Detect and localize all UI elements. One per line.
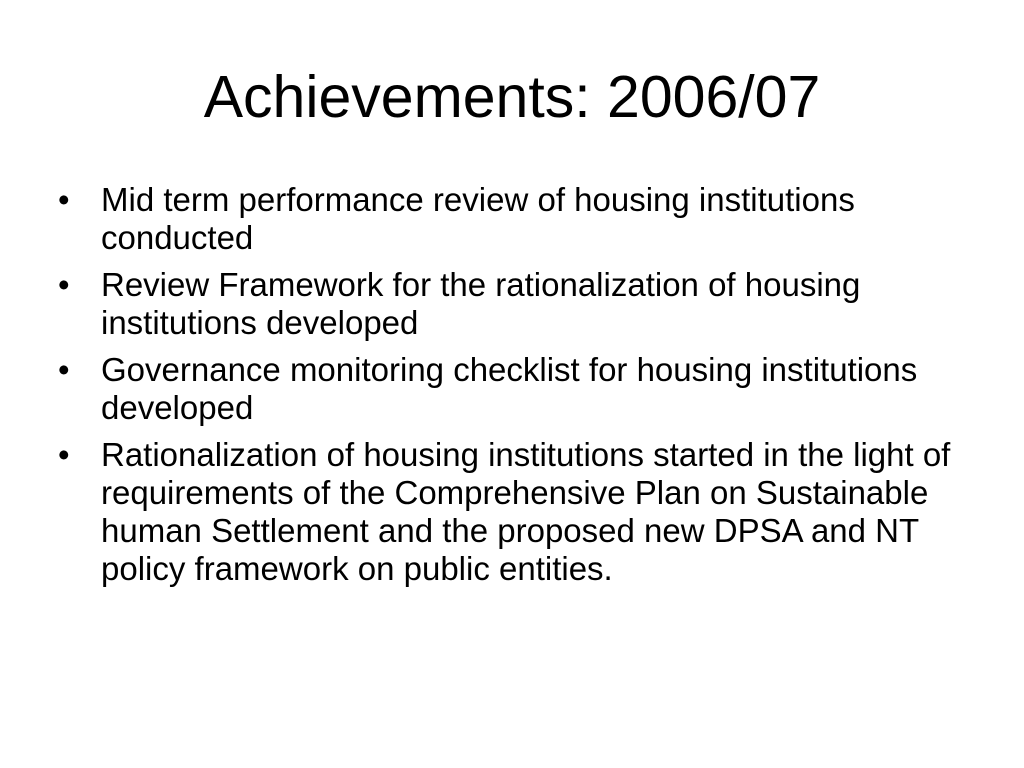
bullet-marker: • [58, 436, 70, 473]
bullet-marker: • [58, 181, 70, 218]
bullet-list [58, 181, 958, 597]
slide-title: Achievements: 2006/07 [203, 64, 821, 130]
bullet-text: Rationalization of housing institutions started in the light of requirements of the Comprehensive Plan on Sustainable human Settlement and the proposed new DPSA and NT policy framework on public entities. [101, 436, 951, 587]
bullet-item [58, 351, 958, 427]
bullet-text: Mid term performance review of housing institutions conducted [101, 181, 855, 256]
bullet-text: Governance monitoring checklist for housing institutions developed [101, 351, 918, 426]
bullet-item [58, 436, 958, 588]
bullet-item [58, 266, 958, 342]
bullet-text: Review Framework for the rationalization of housing institutions developed [101, 266, 861, 341]
bullet-marker: • [58, 266, 70, 303]
bullet-item [58, 181, 958, 257]
bullet-marker: • [58, 351, 70, 388]
